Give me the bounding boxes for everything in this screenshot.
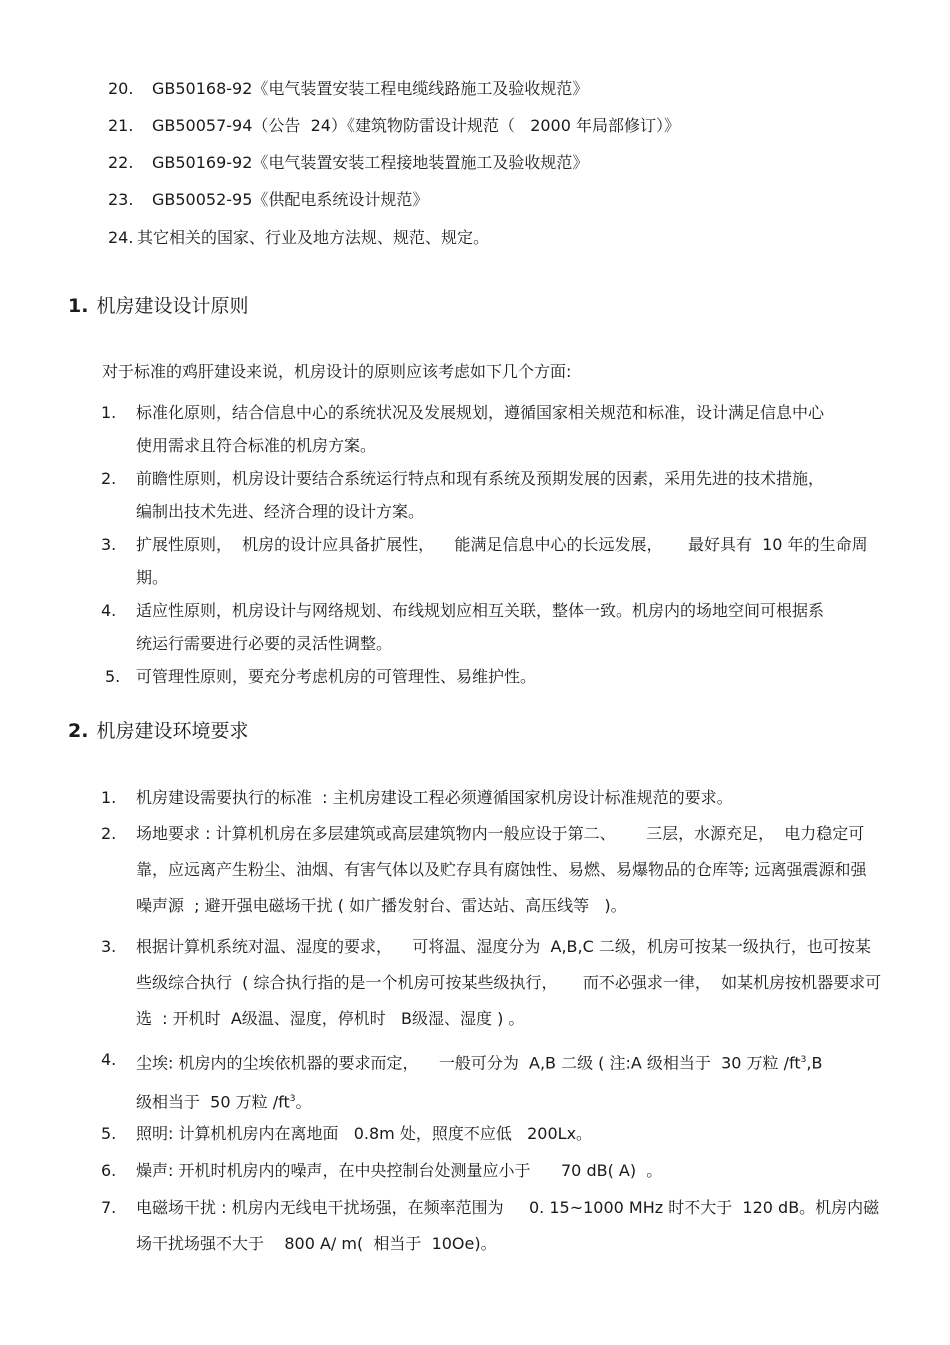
- item-text: 照明: 计算机机房内在离地面 0.8m 处，照度不应低 200Lx。: [136, 1124, 593, 1143]
- reference-text: GB50168-92《电气装置安装工程电缆线路施工及验收规范》: [152, 79, 589, 98]
- reference-number: 21.: [108, 116, 134, 135]
- item-text: 机房建设需要执行的标准 : 主机房建设工程必须遵循国家机房设计标准规范的要求。: [136, 788, 733, 807]
- item-text: 场地要求 : 计算机机房在多层建筑或高层建筑物内一般应设于第二、 三层，水源充足， 电力稳定可靠，应远离产生粉尘、油烟、有害气体以及贮存具有腐蚀性、易燃、易爆物品的仓库等; 远离强震源和强噪声源 ; 避开强电磁场干扰 ( 如广播发射台、雷达站、高压线等 )。: [136, 824, 867, 915]
- item-text: 电磁场干扰 : 机房内无线电干扰场强，在频率范围为 0. 15~1000 MHz 时不大于 120 dB。机房内磁场干扰场强不大于 800 A/ m( 相当于 10Oe)。: [136, 1198, 880, 1253]
- section-title: 机房建设设计原则: [96, 295, 249, 317]
- item-number: 5.: [105, 667, 121, 686]
- reference-number: 24.: [108, 228, 134, 247]
- item-text: 适应性原则，机房设计与网络规划、布线规划应相互关联，整体一致。机房内的场地空间可根据系统运行需要进行必要的灵活性调整。: [136, 601, 825, 653]
- item-text: 根据计算机系统对温、湿度的要求， 可将温、湿度分为 A,B,C 二级，机房可按某一级执行，也可按某些级综合执行 ( 综合执行指的是一个机房可按某些级执行， 而不必强求一律， 如某机房按机器要求可选 : 开机时 A级温、湿度，停机时 B级湿、湿度 ) 。: [136, 937, 882, 1028]
- section-title: 机房建设环境要求: [96, 720, 249, 742]
- item-line: 尘埃: 机房内的尘埃依机器的要求而定， 一般可分为 A,B 二级 ( 注:A 级相当于 30 万粒 /ft: [136, 1053, 801, 1073]
- item-text: 扩展性原则， 机房的设计应具备扩展性， 能满足信息中心的长远发展， 最好具有 10 年的生命周期。: [136, 535, 868, 587]
- item-line: 级相当于 50 万粒 /ft: [136, 1092, 290, 1112]
- reference-number: 23.: [108, 190, 134, 209]
- item-line-tail: 。: [295, 1092, 312, 1112]
- section-intro: 对于标准的鸡肝建设来说，机房设计的原则应该考虑如下几个方面:: [102, 362, 572, 381]
- item-number: 5.: [101, 1124, 117, 1143]
- item-text: 可管理性原则，要充分考虑机房的可管理性、易维护性。: [136, 667, 537, 686]
- item-number: 6.: [101, 1161, 117, 1180]
- item-text: 燥声: 开机时机房内的噪声，在中央控制台处测量应小于 70 dB( A) 。: [136, 1161, 663, 1180]
- section-number: 1.: [68, 295, 89, 317]
- section-number: 2.: [68, 720, 89, 742]
- section-heading: [68, 719, 248, 743]
- superscript: 3: [289, 1094, 296, 1105]
- section-heading: [68, 294, 248, 318]
- item-text: 前瞻性原则，机房设计要结合系统运行特点和现有系统及预期发展的因素，采用先进的技术措施，编制出技术先进、经济合理的设计方案。: [136, 469, 825, 521]
- item-number: 3.: [101, 535, 117, 554]
- item-text: 标准化原则，结合信息中心的系统状况及发展规划，遵循国家相关规范和标准，设计满足信息中心使用需求且符合标准的机房方案。: [136, 403, 825, 455]
- reference-number: 22.: [108, 153, 134, 172]
- item-number: 2.: [101, 469, 117, 488]
- superscript: 3: [800, 1055, 807, 1065]
- item-line-tail: ,B: [806, 1053, 823, 1073]
- item-number: 3.: [101, 937, 117, 956]
- item-number: 2.: [101, 824, 117, 843]
- item-number: 1.: [101, 403, 117, 422]
- reference-text: GB50052-95《供配电系统设计规范》: [152, 190, 429, 209]
- reference-text: GB50169-92《电气装置安装工程接地装置施工及验收规范》: [152, 153, 589, 172]
- reference-text: GB50057-94（公告 24）《建筑物防雷设计规范（ 2000 年局部修订）》: [152, 116, 681, 135]
- item-number: 4.: [101, 1050, 117, 1069]
- item-number: 7.: [101, 1198, 117, 1217]
- reference-number: 20.: [108, 79, 134, 98]
- reference-text: 其它相关的国家、行业及地方法规、规范、规定。: [137, 228, 490, 247]
- item-number: 4.: [101, 601, 117, 620]
- item-text: [136, 1042, 882, 1121]
- item-number: 1.: [101, 788, 117, 807]
